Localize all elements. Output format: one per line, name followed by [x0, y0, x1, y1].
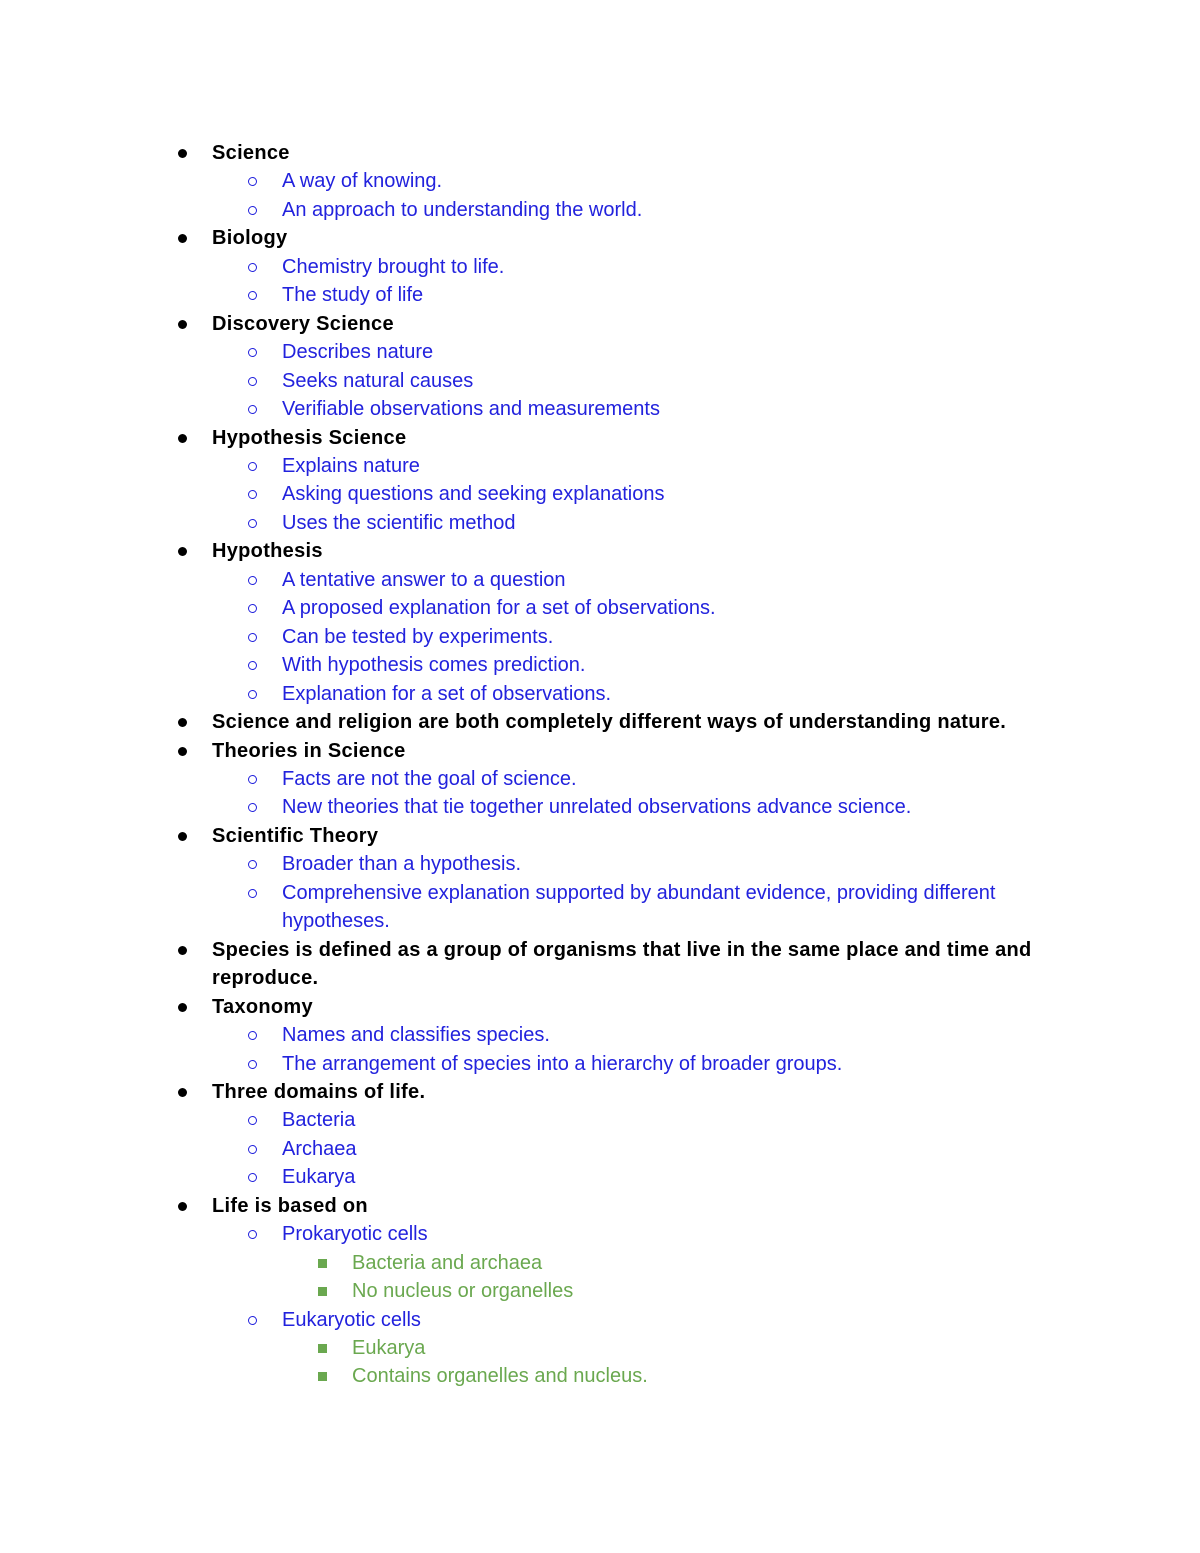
hollow-circle-bullet-icon — [248, 1230, 257, 1239]
outline-item-text: With hypothesis comes prediction. — [282, 654, 586, 677]
outline-subitem — [0, 594, 1200, 622]
outline-subitem — [0, 480, 1200, 508]
outline-subsubitem — [0, 1334, 1200, 1362]
hollow-circle-bullet-icon — [248, 177, 257, 186]
hollow-circle-bullet-icon — [248, 860, 257, 869]
outline-item-text: Contains organelles and nucleus. — [352, 1365, 648, 1388]
outline-item-text: Facts are not the goal of science. — [282, 767, 577, 790]
outline-item-text: Eukarya — [352, 1337, 426, 1360]
outline-subitem — [0, 879, 1062, 936]
hollow-circle-bullet-icon — [248, 405, 257, 414]
outline-item-text: An approach to understanding the world. — [282, 198, 643, 221]
outline-subitem — [0, 765, 1200, 793]
hollow-circle-bullet-icon — [248, 263, 257, 272]
hollow-circle-bullet-icon — [248, 604, 257, 613]
hollow-circle-bullet-icon — [248, 1173, 257, 1182]
outline-heading-item — [0, 1192, 1200, 1220]
hollow-circle-bullet-icon — [248, 377, 257, 386]
outline-subitem — [0, 1106, 1200, 1134]
filled-circle-bullet-icon — [178, 547, 187, 556]
outline-item-text: Broader than a hypothesis. — [282, 853, 522, 876]
hollow-circle-bullet-icon — [248, 291, 257, 300]
hollow-circle-bullet-icon — [248, 490, 257, 499]
hollow-circle-bullet-icon — [248, 661, 257, 670]
outline-item-text: Asking questions and seeking explanations — [282, 483, 665, 506]
hollow-circle-bullet-icon — [248, 1031, 257, 1040]
outline-item-text: Verifiable observations and measurements — [282, 398, 660, 421]
outline-subitem — [0, 253, 1200, 281]
outline-subitem — [0, 850, 1200, 878]
square-bullet-icon — [318, 1287, 327, 1296]
outline-item-text: Biology — [212, 227, 288, 250]
outline-item-text: Taxonomy — [212, 995, 313, 1018]
outline-heading-item — [0, 1078, 1200, 1106]
outline-item-text: Eukarya — [282, 1166, 356, 1189]
outline-item-text: Hypothesis Science — [212, 426, 407, 449]
hollow-circle-bullet-icon — [248, 1116, 257, 1125]
hollow-circle-bullet-icon — [248, 1145, 257, 1154]
outline-item-text: Species is defined as a group of organisms that live in the same place and time and reproduce. — [212, 938, 1032, 990]
hollow-circle-bullet-icon — [248, 576, 257, 585]
outline-item-text: Three domains of life. — [212, 1080, 426, 1103]
outline-subitem — [0, 281, 1200, 309]
outline-subitem — [0, 1050, 1200, 1078]
outline-heading-item — [0, 993, 1200, 1021]
outline-item-text: Science — [212, 142, 290, 164]
outline-subsubitem — [0, 1362, 1200, 1390]
outline-subitem — [0, 367, 1200, 395]
outline-item-text: Explanation for a set of observations. — [282, 682, 612, 705]
outline-heading-item — [0, 224, 1200, 252]
outline-item-text: Can be tested by experiments. — [282, 625, 554, 648]
outline-subitem — [0, 1163, 1200, 1191]
outline-subitem — [0, 1135, 1200, 1163]
outline-item-text: Names and classifies species. — [282, 1024, 550, 1047]
hollow-circle-bullet-icon — [248, 1316, 257, 1325]
outline-subitem — [0, 680, 1200, 708]
outline-heading-item — [0, 424, 1200, 452]
outline-subitem — [0, 395, 1200, 423]
outline-item-text: Bacteria and archaea — [352, 1251, 543, 1274]
filled-circle-bullet-icon — [178, 149, 187, 158]
hollow-circle-bullet-icon — [248, 1060, 257, 1069]
outline-item-text: Theories in Science — [212, 739, 406, 762]
square-bullet-icon — [318, 1259, 327, 1268]
outline-subitem — [0, 338, 1200, 366]
outline-heading-item — [0, 139, 1200, 167]
outline-item-text: Seeks natural causes — [282, 369, 474, 392]
square-bullet-icon — [318, 1372, 327, 1381]
filled-circle-bullet-icon — [178, 747, 187, 756]
hollow-circle-bullet-icon — [248, 775, 257, 784]
outline-subsubitem — [0, 1277, 1200, 1305]
outline-subsubitem — [0, 1249, 1200, 1277]
filled-circle-bullet-icon — [178, 434, 187, 443]
outline-heading-item — [0, 537, 1200, 565]
outline-item-text: A way of knowing. — [282, 170, 443, 193]
outline-heading-item — [0, 936, 1032, 993]
outline-item-text: New theories that tie together unrelated observations advance science. — [282, 796, 912, 819]
hollow-circle-bullet-icon — [248, 519, 257, 528]
outline-subitem — [0, 793, 1200, 821]
hollow-circle-bullet-icon — [248, 690, 257, 699]
outline-subitem — [0, 167, 1200, 195]
filled-circle-bullet-icon — [178, 1003, 187, 1012]
outline-item-text: Life is based on — [212, 1194, 368, 1217]
outline-subitem — [0, 651, 1200, 679]
outline-item-text: Bacteria — [282, 1109, 356, 1132]
outline-heading-item — [0, 822, 1200, 850]
outline-heading-item — [0, 708, 1200, 736]
outline-item-text: The study of life — [282, 284, 424, 307]
filled-circle-bullet-icon — [178, 1202, 187, 1211]
outline-item-text: Archaea — [282, 1137, 357, 1160]
outline-subitem — [0, 509, 1200, 537]
filled-circle-bullet-icon — [178, 832, 187, 841]
outline-item-text: A proposed explanation for a set of observations. — [282, 597, 716, 620]
outline-item-text: Describes nature — [282, 341, 434, 364]
outline-item-text: Hypothesis — [212, 540, 323, 563]
filled-circle-bullet-icon — [178, 1088, 187, 1097]
hollow-circle-bullet-icon — [248, 348, 257, 357]
filled-circle-bullet-icon — [178, 234, 187, 243]
outline-item-text: Uses the scientific method — [282, 511, 516, 534]
outline-item-text: Chemistry brought to life. — [282, 255, 505, 278]
outline-item-text: Science and religion are both completely different ways of understanding nature. — [212, 711, 1007, 734]
outline-subitem — [0, 1306, 1200, 1334]
hollow-circle-bullet-icon — [248, 462, 257, 471]
outline-subitem — [0, 452, 1200, 480]
outline-subitem — [0, 566, 1200, 594]
outline-item-text: No nucleus or organelles — [352, 1280, 574, 1303]
square-bullet-icon — [318, 1344, 327, 1353]
filled-circle-bullet-icon — [178, 320, 187, 329]
hollow-circle-bullet-icon — [248, 633, 257, 642]
outline-subitem — [0, 196, 1200, 224]
outline-subitem — [0, 1220, 1200, 1248]
outline-heading-item — [0, 310, 1200, 338]
outline-item-text: Comprehensive explanation supported by abundant evidence, providing different hypotheses. — [282, 881, 996, 933]
hollow-circle-bullet-icon — [248, 889, 257, 898]
notes-page — [0, 139, 1200, 1391]
outline-item-text: A tentative answer to a question — [282, 568, 566, 591]
outline-heading-item — [0, 737, 1200, 765]
outline-item-text: Eukaryotic cells — [282, 1308, 421, 1331]
outline-item-text: Scientific Theory — [212, 824, 379, 847]
outline-subitem — [0, 623, 1200, 651]
outline-item-text: Discovery Science — [212, 312, 394, 335]
outline-item-text: Prokaryotic cells — [282, 1223, 428, 1246]
outline-item-text: The arrangement of species into a hierarchy of broader groups. — [282, 1052, 843, 1075]
outline-subitem — [0, 1021, 1200, 1049]
filled-circle-bullet-icon — [178, 718, 187, 727]
hollow-circle-bullet-icon — [248, 206, 257, 215]
filled-circle-bullet-icon — [178, 946, 187, 955]
outline-item-text: Explains nature — [282, 454, 420, 477]
hollow-circle-bullet-icon — [248, 803, 257, 812]
